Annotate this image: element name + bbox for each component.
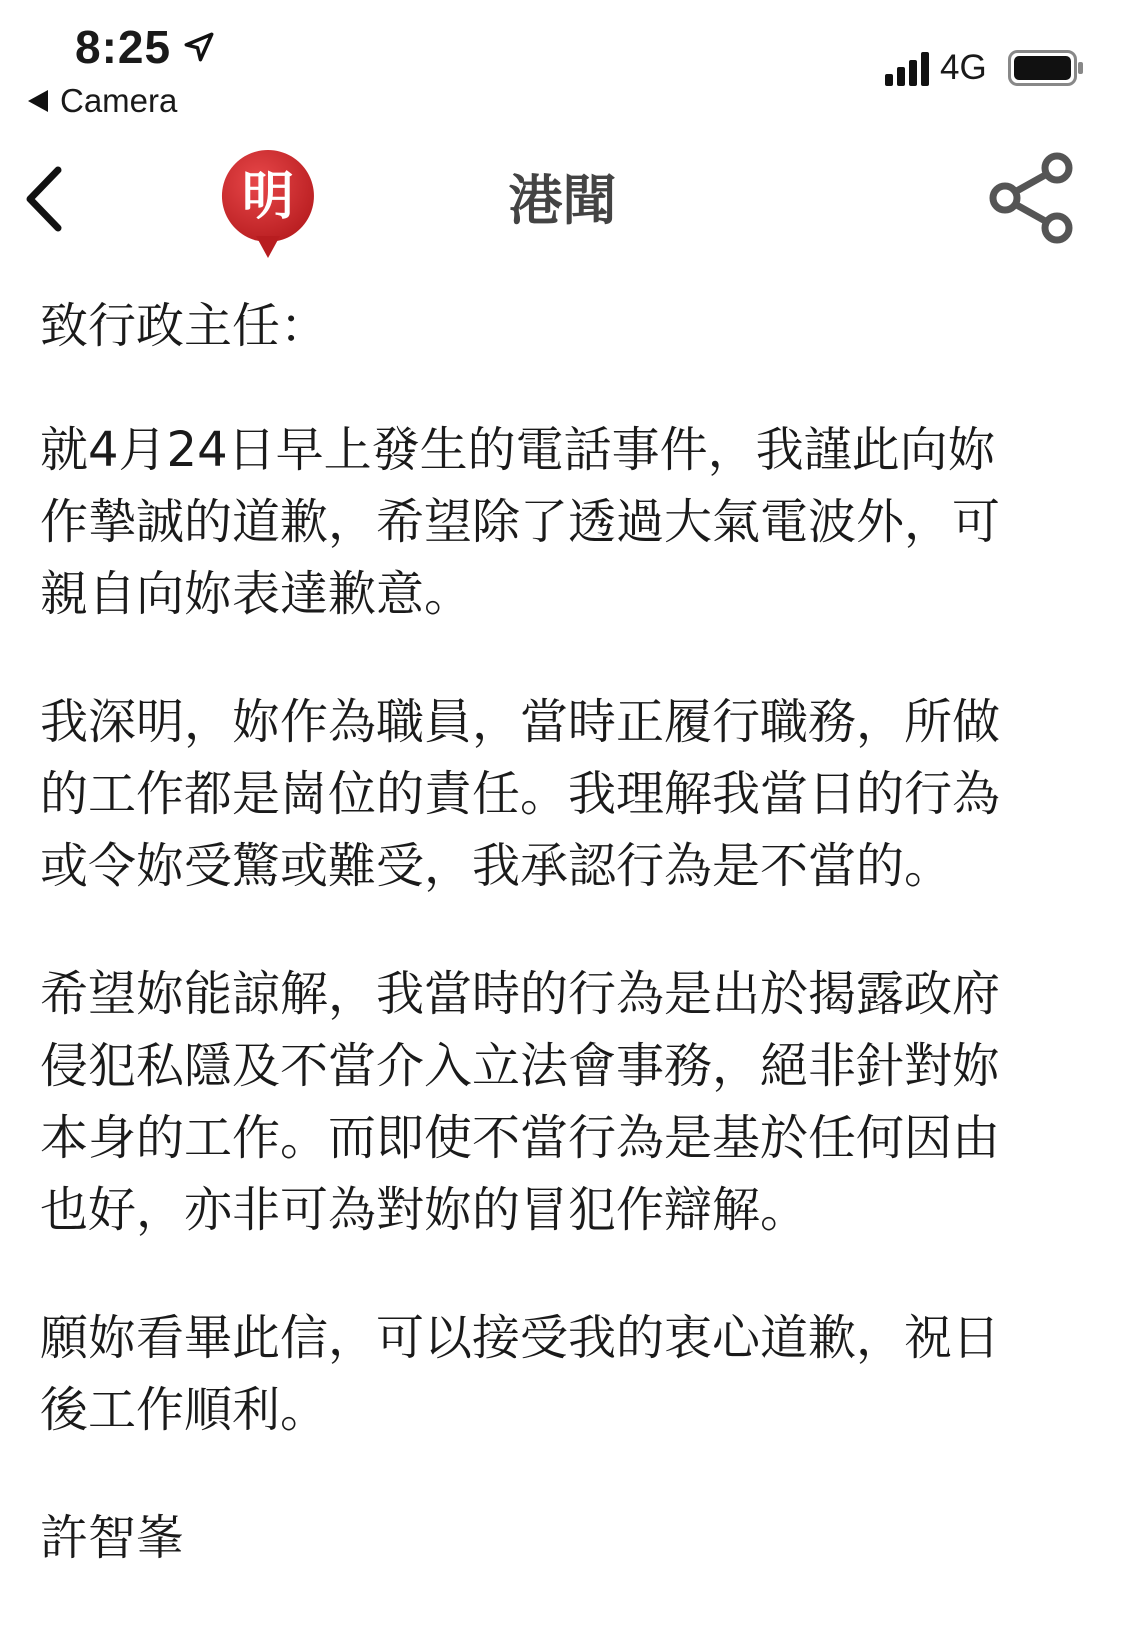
paragraph-4: 願妳看畢此信，可以接受我的衷心道歉，祝日 後工作順利。	[40, 1310, 1001, 1438]
nav-bar	[0, 130, 1125, 270]
back-app-label: Camera	[60, 82, 178, 119]
logo-char: 明	[241, 166, 295, 227]
battery-icon	[1008, 50, 1084, 86]
back-triangle-icon	[28, 90, 48, 112]
paragraph-1: 就4月24日早上發生的電話事件，我謹此向妳 作摯誠的道歉，希望除了透過大氣電波外，可 親自向妳表達歉意。	[40, 422, 1001, 622]
share-icon[interactable]	[985, 148, 1077, 248]
back-to-app-button[interactable]	[28, 82, 177, 120]
status-time: 8:25	[75, 21, 172, 73]
paragraph-3: 希望妳能諒解，我當時的行為是出於揭露政府 侵犯私隱及不當介入立法會事務，絕非針對妳 本身的工作。而即使不當行為是基於任何因由 也好，亦非可為對妳的冒犯作辯解。	[40, 966, 1001, 1238]
paragraph-2: 我深明，妳作為職員，當時正履行職務，所做 的工作都是崗位的責任。我理解我當日的行為 或令妳受驚或難受，我承認行為是不當的。	[40, 694, 1001, 894]
article-body	[40, 290, 1090, 1630]
location-arrow-icon	[182, 30, 216, 64]
network-type: 4G	[940, 48, 987, 87]
page-title: 港聞	[508, 169, 617, 232]
signature: 許智峯	[40, 1510, 185, 1566]
status-bar	[0, 0, 1125, 125]
cellular-signal-icon	[885, 52, 931, 86]
salutation: 致行政主任：	[40, 298, 329, 354]
